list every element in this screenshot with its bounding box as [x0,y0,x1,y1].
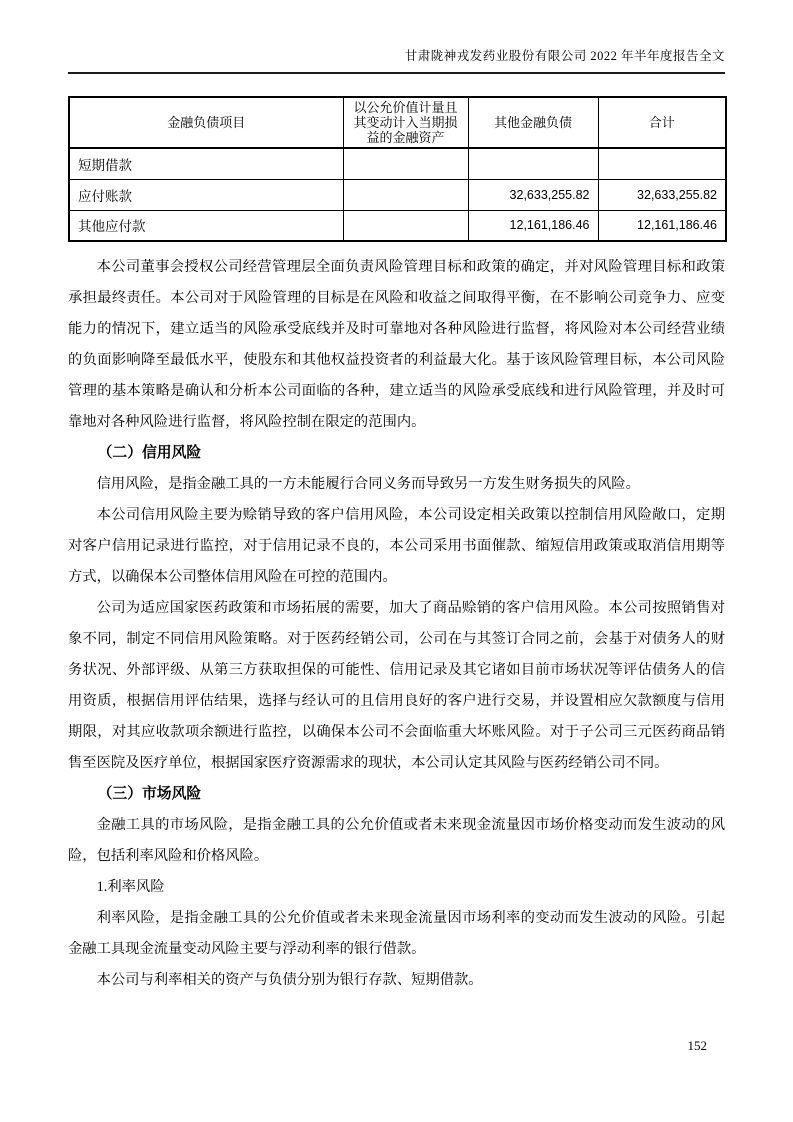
row-other-value: 12,161,186.46 [468,210,598,241]
row-total-value: 32,633,255.82 [598,179,726,210]
financial-liabilities-table [68,96,727,242]
heading-credit-risk: （二）信用风险 [97,445,202,461]
row-fvtpl-value [343,179,468,210]
table-row [69,179,726,210]
row-fvtpl-value [343,148,468,179]
row-other-value [468,148,598,179]
row-other-value: 32,633,255.82 [468,179,598,210]
column-header-liability-item: 金融负债项目 [69,97,343,148]
column-header-total: 合计 [598,97,726,148]
row-total-value [598,148,726,179]
table-header-row [69,97,726,148]
paragraph-credit-risk-strategy: 公司为适应国家医药政策和市场拓展的需要，加大了商品赊销的客户信用风险。本公司按照销售对象不同，制定不同信用风险策略。对于医药经销公司，公司在与其签订合同之前，会基于对债务人的财务状况、外部评级、从第三方获取担保的可能性、信用记录及其它诸如目前市场状况等评估债务人的信用资质，根据信用评估结果，选择与经认可的且信用良好的客户进行交易，并设置相应欠款额度与信用期限，对其应收款项余额进行监控，以确保本公司不会面临重大坏账风险。对于子公司三元医药商品销售至医院及医疗单位，根据国家医疗资源需求的现状，本公司认定其风险与医药经销公司不同。 [68,600,725,771]
paragraph-credit-risk-control: 本公司信用风险主要为赊销导致的客户信用风险，本公司设定相关政策以控制信用风险敞口，定期对客户信用记录进行监控，对于信用记录不良的，本公司采用书面催款、缩短信用政策或取消信用期等方式，以确保本公司整体信用风险在可控的范围内。 [68,507,725,585]
row-item-label: 应付账款 [69,179,343,210]
paragraph-interest-rate-risk-definition: 利率风险，是指金融工具的公允价值或者未来现金流量因市场利率的变动而发生波动的风险。引起金融工具现金流量变动风险主要与浮动利率的银行借款。 [68,910,725,957]
row-fvtpl-value [343,210,468,241]
row-total-value: 12,161,186.46 [598,210,726,241]
table-row [69,148,726,179]
paragraph-interest-rate-related-items: 本公司与利率相关的资产与负债分别为银行存款、短期借款。 [96,972,483,988]
report-body [68,252,725,996]
page-number: 152 [687,1038,707,1053]
row-item-label: 其他应付款 [69,210,343,241]
report-title: 甘肃陇神戎发药业股份有限公司 2022 年半年度报告全文 [404,49,725,63]
column-header-fvtpl-assets: 以公允价值计量且其变动计入当期损益的金融资产 [343,97,468,148]
column-header-other-liabilities: 其他金融负债 [468,97,598,148]
table-row [69,210,726,241]
row-item-label: 短期借款 [69,148,343,179]
subheading-interest-rate-risk: 1.利率风险 [96,879,165,895]
paragraph-market-risk-definition: 金融工具的市场风险，是指金融工具的公允价值或者未来现金流量因市场价格变动而发生波动的风险，包括利率风险和价格风险。 [68,817,725,864]
paragraph-risk-management-policy: 本公司董事会授权公司经营管理层全面负责风险管理目标和政策的确定，并对风险管理目标和政策承担最终责任。本公司对于风险管理的目标是在风险和收益之间取得平衡，在不影响公司竞争力、应变能力的情况下，建立适当的风险承受底线并及时可靠地对各种风险进行监督，将风险对本公司经营业绩的负面影响降至最低水平，使股东和其他权益投资者的利益最大化。基于该风险管理目标，本公司风险管理的基本策略是确认和分析本公司面临的各种，建立适当的风险承受底线和进行风险管理，并及时可靠地对各种风险进行监督，将风险控制在限定的范围内。 [68,259,725,430]
paragraph-credit-risk-definition: 信用风险，是指金融工具的一方未能履行合同义务而导致另一方发生财务损失的风险。 [96,476,640,492]
heading-market-risk: （三）市场风险 [97,786,202,802]
page-header [68,48,725,74]
